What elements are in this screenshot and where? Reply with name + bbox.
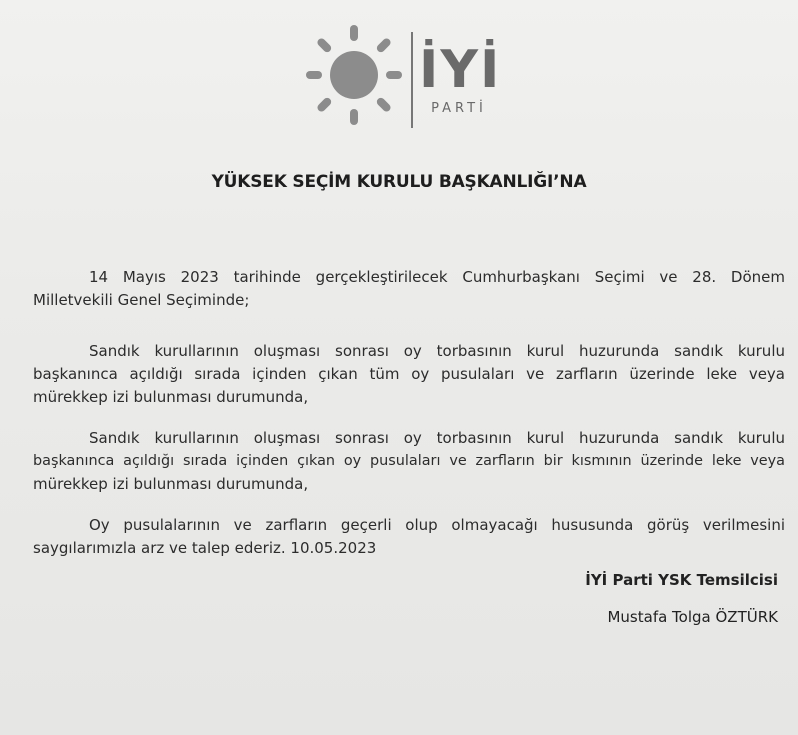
paragraph-3 (33, 427, 785, 496)
paragraph-line: başkanınca açıldığı sırada içinden çıkan tüm oy pusulaları ve zarfların üzerinde leke veya (33, 365, 785, 383)
paragraph-line: Milletvekili Genel Seçiminde; (33, 291, 250, 309)
paragraph-line: saygılarımızla arz ve talep ederiz. 10.05.2023 (33, 539, 377, 557)
brand (419, 25, 502, 116)
brand-name: İYİ (419, 40, 502, 100)
sun-icon (303, 25, 403, 135)
signature-name: Mustafa Tolga ÖZTÜRK (607, 608, 778, 626)
paragraph-line: Sandık kurullarının oluşması sonrası oy torbasının kurul huzurunda sandık kurulu (89, 429, 785, 447)
signature-role: İYİ Parti YSK Temsilcisi (585, 571, 778, 589)
brand-sub: PARTİ (431, 101, 487, 116)
paragraph-line: mürekkep izi bulunması durumunda, (33, 475, 309, 493)
party-logo (303, 25, 503, 135)
paragraph-line: başkanınca açıldığı sırada içinden çıkan oy pusulaları ve zarfların bir kısmının üzerinde leke veya (33, 453, 785, 469)
paragraph-4 (33, 514, 785, 560)
paragraph-2 (33, 340, 785, 409)
paragraph-line: mürekkep izi bulunması durumunda, (33, 388, 309, 406)
paragraph-line: Oy pusulalarının ve zarfların geçerli olup olmayacağı hususunda görüş verilmesini (89, 516, 785, 534)
paragraph-line: 14 Mayıs 2023 tarihinde gerçekleştirilecek Cumhurbaşkanı Seçimi ve 28. Dönem (89, 268, 785, 286)
paragraph-1 (33, 266, 785, 312)
paragraph-line: Sandık kurullarının oluşması sonrası oy torbasının kurul huzurunda sandık kurulu (89, 342, 785, 360)
logo-divider (411, 32, 413, 128)
document-title: YÜKSEK SEÇİM KURULU BAŞKANLIĞI’NA (211, 172, 587, 192)
